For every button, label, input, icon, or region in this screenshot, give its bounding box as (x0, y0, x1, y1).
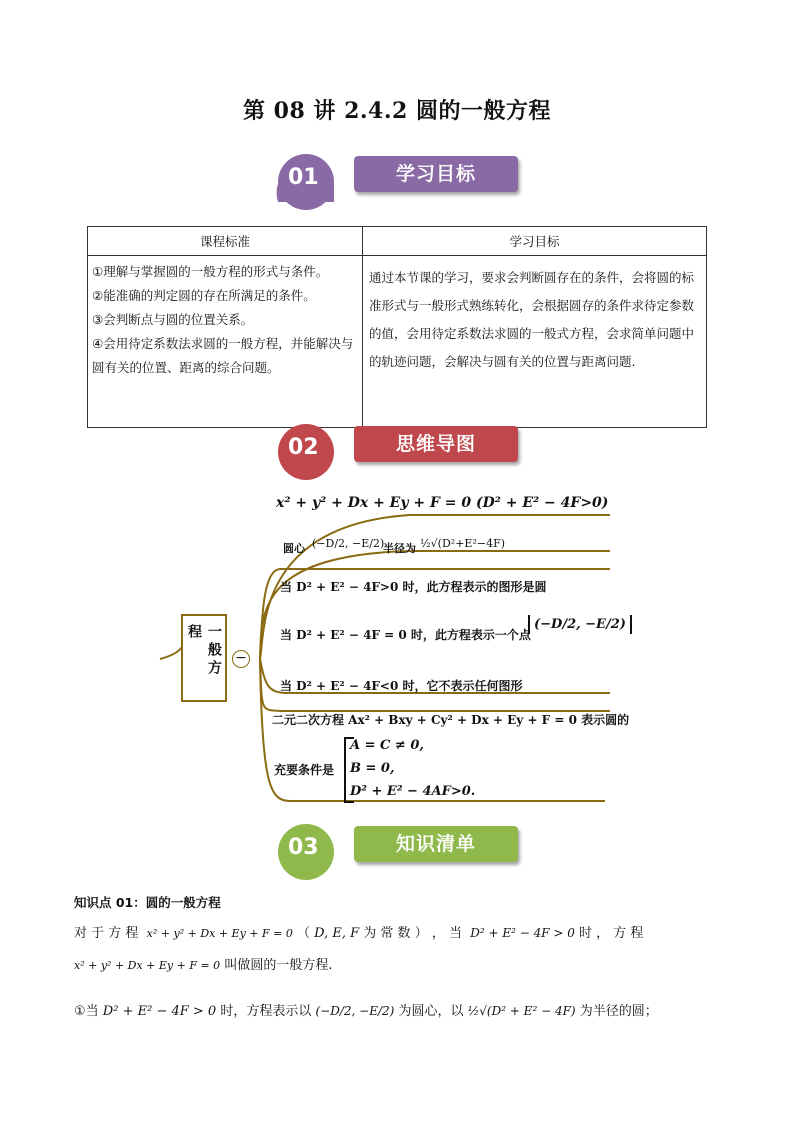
mindmap-quadratic: 二元二次方程 Ax² + Bxy + Cy² + Dx + Ey + F = 0 表示圆的 (272, 713, 630, 727)
mindmap-center-value: (−D/2, −E/2) (312, 537, 385, 550)
text-fragment: 对 于 方 程 (74, 926, 139, 941)
equation: x² + y² + Dx + Ey + F = 0 (74, 959, 221, 972)
text-fragment: 为半径的圆； (579, 1004, 658, 1019)
knowledge-heading: 知识点 01：圆的一般方程 (74, 895, 221, 910)
table-header-goals: 学习目标 (363, 227, 707, 256)
mindmap-equation: x² + y² + Dx + Ey + F = 0 (D² + E² − 4F>0) (276, 495, 609, 511)
condition: D² + E² − 4F > 0 (470, 926, 575, 940)
section-label: 学习目标 (354, 156, 518, 192)
standard-item: ②能准确的判定圆的存在所满足的条件。 (92, 288, 316, 303)
knowledge-line-2 (74, 954, 332, 973)
variables: D, E, F (314, 926, 360, 941)
mindmap-necessary-label: 充要条件是 (274, 763, 335, 777)
mindmap-condition: D² + E² − 4AF>0. (350, 784, 476, 799)
text-fragment: ①当 (74, 1004, 99, 1019)
section-badge-02 (270, 422, 520, 482)
mindmap-case-zero-point: (−D/2, −E/2) (528, 615, 632, 634)
page-title: 第 08 讲 2.4.2 圆的一般方程 (243, 98, 551, 124)
mindmap-radius-value: ½√(D²+E²−4F) (420, 537, 505, 550)
mindmap-case-negative: 当 D² + E² − 4F<0 时，它不表示任何图形 (280, 679, 523, 693)
section-label: 思维导图 (354, 426, 518, 462)
goals-text: 通过本节课的学习，要求会判断圆存在的条件，会将圆的标准形式与一般形式熟练转化，会根据圆存的条件求待定参数的值，会用待定系数法求圆的一般式方程，会求简单问题中的轨迹问题，会解决与圆有关的位置与距离问题. (369, 270, 695, 369)
text-fragment: 叫做圆的一般方程. (224, 958, 333, 973)
mindmap-center-label: 圆心 (283, 542, 305, 555)
section-number: 02 (288, 435, 319, 460)
condition: D² + E² − 4F > 0 (102, 1004, 217, 1019)
mindmap-case-zero: 当 D² + E² − 4F = 0 时，此方程表示一个点 (280, 628, 531, 642)
text-fragment: 时，方程表示以 (220, 1004, 312, 1019)
mindmap-radius-label: 半径为 (383, 542, 416, 555)
standards-cell (88, 256, 363, 428)
standard-item: ①理解与掌握圆的一般方程的形式与条件。 (92, 264, 329, 279)
mindmap-condition: A = C ≠ 0, (350, 738, 424, 753)
radius: ½√(D² + E² − 4F) (467, 1004, 576, 1018)
text-fragment: 为 常 数 ） ， 当 (363, 926, 462, 941)
table-header-standards: 课程标准 (88, 227, 363, 256)
knowledge-line-1 (74, 922, 724, 941)
goals-table (87, 226, 707, 428)
section-number: 01 (288, 165, 319, 190)
knowledge-item-1 (74, 1000, 658, 1019)
section-badge-01 (270, 152, 520, 212)
standard-item: ④会用待定系数法求圆的一般方程，并能解决与圆有关的位置、距离的综合问题。 (92, 336, 354, 375)
mindmap-case-positive: 当 D² + E² − 4F>0 时，此方程表示的图形是圆 (280, 580, 547, 594)
text-fragment: （ (297, 926, 311, 941)
section-label: 知识清单 (354, 826, 518, 862)
center: (−D/2, −E/2) (315, 1004, 395, 1018)
equation: x² + y² + Dx + Ey + F = 0 (146, 927, 293, 940)
standard-item: ③会判断点与圆的位置关系。 (92, 312, 254, 327)
mindmap-condition: B = 0, (350, 761, 395, 776)
goals-cell (363, 256, 707, 428)
collapse-icon[interactable]: − (232, 650, 250, 668)
mindmap-root-box (181, 614, 227, 702)
text-fragment: 为圆心，以 (398, 1004, 464, 1019)
section-badge-03 (270, 822, 520, 882)
text-fragment: 时 ， 方 程 (579, 926, 644, 941)
section-number: 03 (288, 835, 319, 860)
mindmap-root-label: 一般方程 (186, 624, 222, 678)
